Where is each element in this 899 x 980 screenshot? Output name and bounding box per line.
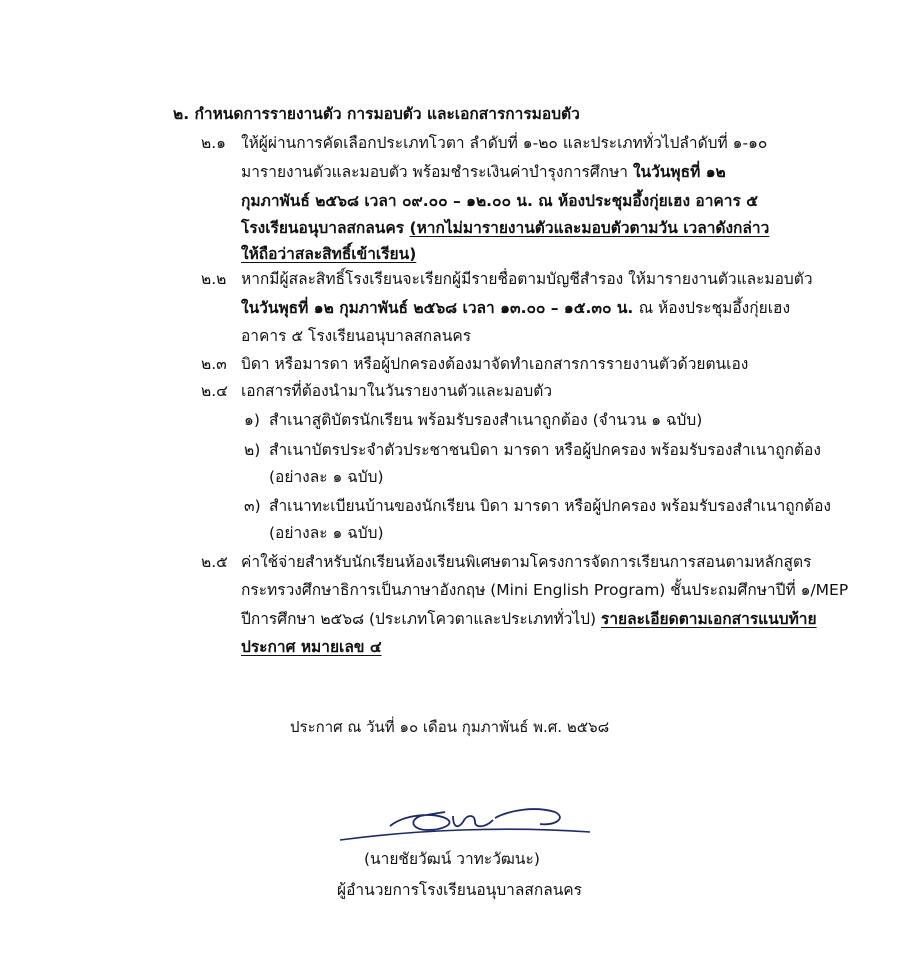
doc-line: สำเนาบัตรประจำตัวประชาชนบิดา มารดา หรือผู้ปกครอง พร้อมรับรองสำเนาถูกต้อง [269, 441, 821, 459]
item-text: รายละเอียดตามเอกสารแนบท้าย [601, 610, 817, 628]
item-line [241, 551, 811, 573]
item-number: ๒.๑ [201, 134, 226, 152]
doc-number: ๒) [244, 441, 261, 459]
item-text: มารายงานตัวและมอบตัว พร้อมชำระเงินค่าบำรุงการศึกษา [241, 163, 633, 181]
item-line [241, 636, 382, 658]
item-text: อาคาร ๕ โรงเรียนอนุบาลสกลนคร [241, 327, 472, 345]
item-text: บิดา หรือมารดา หรือผู้ปกครองต้องมาจัดทำเอกสารการรายงานตัวด้วยตนเอง [241, 355, 749, 373]
item-text: ให้ถือว่าสละสิทธิ์เข้าเรียน) [241, 245, 417, 263]
item-text: กุมภาพันธ์ ๒๕๖๘ [241, 192, 365, 210]
doc-line: สำเนาทะเบียนบ้านของนักเรียน บิดา มารดา หรือผู้ปกครอง พร้อมรับรองสำเนาถูกต้อง [269, 497, 831, 515]
signer-title: ผู้อำนวยการโรงเรียนอนุบาลสกลนคร [337, 881, 582, 899]
item-text: เวลา ๐๙.๐๐ – ๑๒.๐๐ น. ณ ห้องประชุมอึ้งกุ่ยเฮง อาคาร ๕ [364, 192, 758, 210]
item-text: ค่าใช้จ่ายสำหรับนักเรียนห้องเรียนพิเศษตามโครงการจัดการเรียนการสอนตามหลักสูตร [241, 553, 812, 571]
item-line [241, 132, 767, 154]
item-text: กระทรวงศึกษาธิการเป็นภาษาอังกฤษ (Mini English Program) ชั้นประถมศึกษาปีที่ ๑/MEP [241, 581, 849, 599]
item-text: ในวันพุธที่ ๑๒ กุมภาพันธ์ ๒๕๖๘ เวลา ๑๓.๐๐ – ๑๕.๓๐ น. [241, 299, 639, 317]
item-line [241, 353, 748, 375]
item-line [241, 297, 790, 319]
item-text: ให้ผู้ผ่านการคัดเลือกประเภทโวตา ลำดับที่ ๑-๒๐ และประเภททั่วไปลำดับที่ ๑-๑๐ [241, 134, 768, 152]
item-line [241, 608, 817, 630]
item-line [241, 268, 813, 290]
doc-line: (อย่างละ ๑ ฉบับ) [269, 468, 384, 486]
item-line [241, 217, 769, 239]
item-text: ประกาศ หมายเลข ๔ [241, 638, 382, 656]
doc-line: (อย่างละ ๑ ฉบับ) [269, 524, 384, 542]
item-text: เอกสารที่ต้องนำมาในวันรายงานตัวและมอบตัว [241, 382, 553, 400]
signer-name: (นายชัยวัฒน์ วาทะวัฒนะ) [364, 850, 540, 868]
item-text: หากมีผู้สละสิทธิ์โรงเรียนจะเรียกผู้มีรายชื่อตามบัญชีสำรอง ให้มารายงานตัวและมอบตัว [241, 270, 813, 288]
doc-number: ๑) [244, 411, 260, 429]
doc-line: สำเนาสูติบัตรนักเรียน พร้อมรับรองสำเนาถูกต้อง (จำนวน ๑ ฉบับ) [269, 411, 703, 429]
item-text: ณ ห้องประชุมอึ้งกุ่ยเฮง [638, 299, 791, 317]
doc-number: ๓) [244, 497, 261, 515]
item-text: ในวันพุธที่ ๑๒ [632, 163, 726, 181]
item-line [241, 325, 471, 347]
item-text: (หากไม่มารายงานตัวและมอบตัวตามวัน เวลาดังกล่าว [409, 219, 770, 237]
item-text: ปีการศึกษา ๒๕๖๘ (ประเภทโควตาและประเภททั่วไป) [241, 610, 601, 628]
item-number: ๒.๓ [201, 355, 227, 373]
section-heading: ๒. กำหนดการรายงานตัว การมอบตัว และเอกสารการมอบตัว [173, 105, 580, 123]
item-text: โรงเรียนอนุบาลสกลนคร [241, 219, 410, 237]
item-line [241, 380, 552, 402]
item-line [241, 161, 726, 183]
item-number: ๒.๒ [201, 270, 227, 288]
announcement-date: ประกาศ ณ วันที่ ๑๐ เดือน กุมภาพันธ์ พ.ศ. ๒๕๖๘ [290, 718, 610, 736]
item-line [241, 579, 848, 601]
signature-image [335, 792, 595, 852]
item-number: ๒.๔ [201, 382, 228, 400]
item-number: ๒.๕ [201, 553, 228, 571]
item-line [241, 190, 758, 212]
item-line [241, 243, 416, 265]
